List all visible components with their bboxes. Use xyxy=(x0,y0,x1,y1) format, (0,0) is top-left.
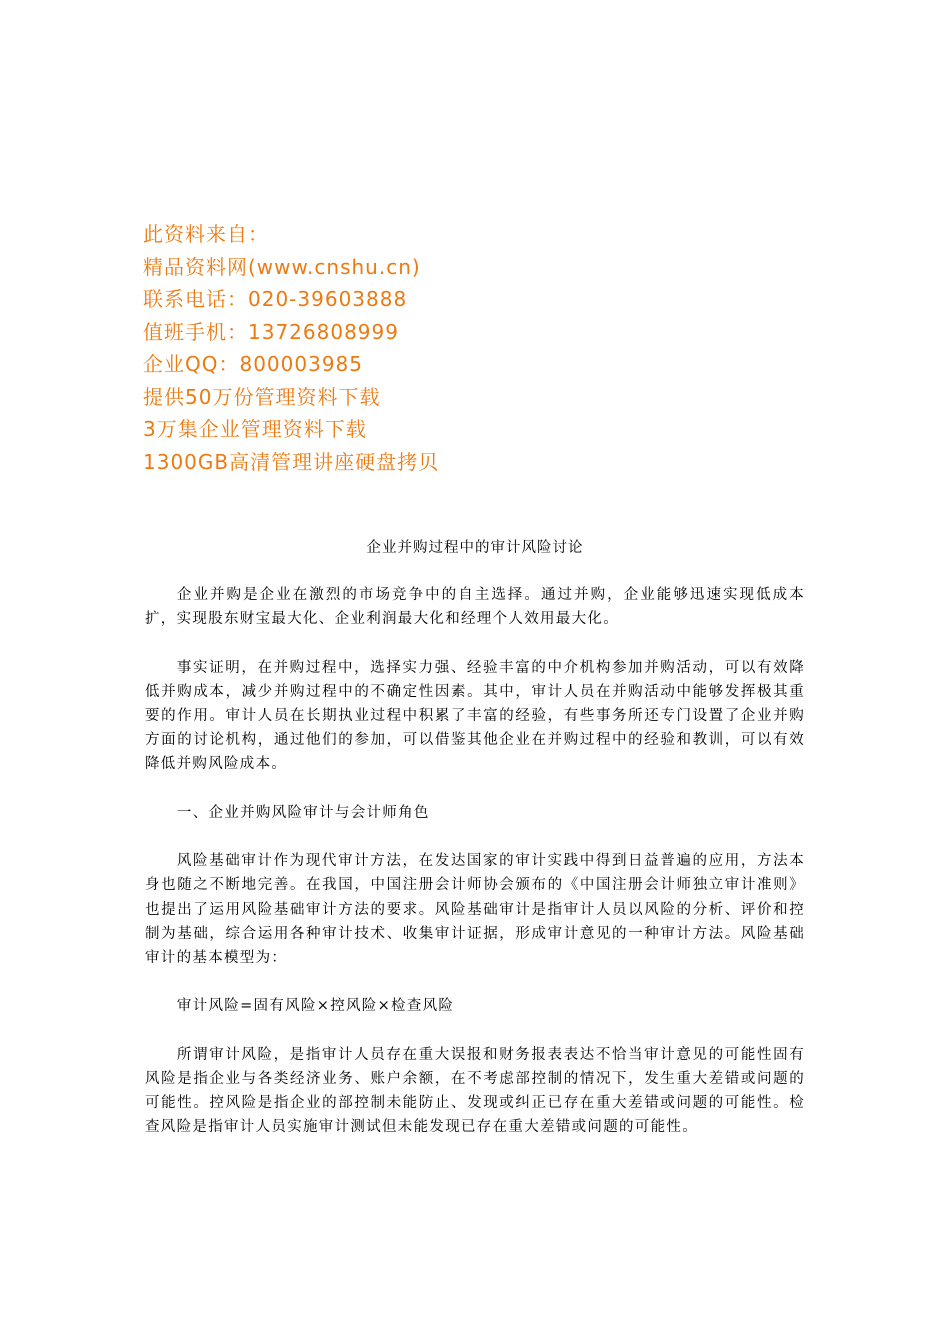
document-body xyxy=(145,583,805,1164)
paragraph-risk-audit: 风险基础审计作为现代审计方法，在发达国家的审计实践中得到日益普遍的应用，方法本身也随之不断地完善。在我国，中国注册会计师协会颁布的《中国注册会计师独立审计准则》也提出了运用风险基础审计方法的要求。风险基础审计是指审计人员以风险的分析、评价和控制为基础，综合运用各种审计技术、收集审计证据，形成审计意见的一种审计方法。风险基础审计的基本模型为： xyxy=(145,853,805,966)
section-heading-1: 一、企业并购风险审计与会计师角色 xyxy=(176,804,430,821)
promo-line-2: 3万集企业管理资料下载 xyxy=(143,417,367,441)
qq-line: 企业QQ：800003985 xyxy=(143,352,364,376)
source-line: 此资料来自： xyxy=(143,222,269,246)
mobile-line: 值班手机：13726808999 xyxy=(143,319,399,344)
paragraph-definitions: 所谓审计风险，是指审计人员存在重大误报和财务报表表达不恰当审计意见的可能性固有风险是指企业与各类经济业务、账户余额，在不考虑部控制的情况下，发生重大差错或问题的可能性。控风险是指企业的部控制未能防止、发现或纠正已存在重大差错或问题的可能性。检查风险是指审计人员实施审计测试但未能发现已存在重大差错或问题的可能性。 xyxy=(145,1046,805,1136)
promo-line-3: 1300GB高清管理讲座硬盘拷贝 xyxy=(143,449,440,474)
paragraph-intro: 企业并购是企业在激烈的市场竞争中的自主选择。通过并购，企业能够迅速实现低成本扩，实现股东财宝最大化、企业利润最大化和经理个人效用最大化。 xyxy=(145,587,805,628)
source-info-block xyxy=(143,218,843,478)
document-title: 企业并购过程中的审计风险讨论 xyxy=(366,540,584,556)
formula-line: 审计风险=固有风险×控风险×检查风险 xyxy=(176,998,455,1015)
phone-line: 联系电话：020-39603888 xyxy=(143,287,408,311)
paragraph-evidence: 事实证明，在并购过程中，选择实力强、经验丰富的中介机构参加并购活动，可以有效降低并购成本，减少并购过程中的不确定性因素。其中，审计人员在并购活动中能够发挥极其重要的作用。审计人员在长期执业过程中积累了丰富的经验，有些事务所还专门设置了企业并购方面的讨论机构，通过他们的参加，可以借鉴其他企业在并购过程中的经验和教训，可以有效降低并购风险成本。 xyxy=(145,659,805,773)
website-line: 精品资料网(www.cnshu.cn) xyxy=(143,254,421,279)
promo-line-1: 提供50万份管理资料下载 xyxy=(143,384,381,409)
